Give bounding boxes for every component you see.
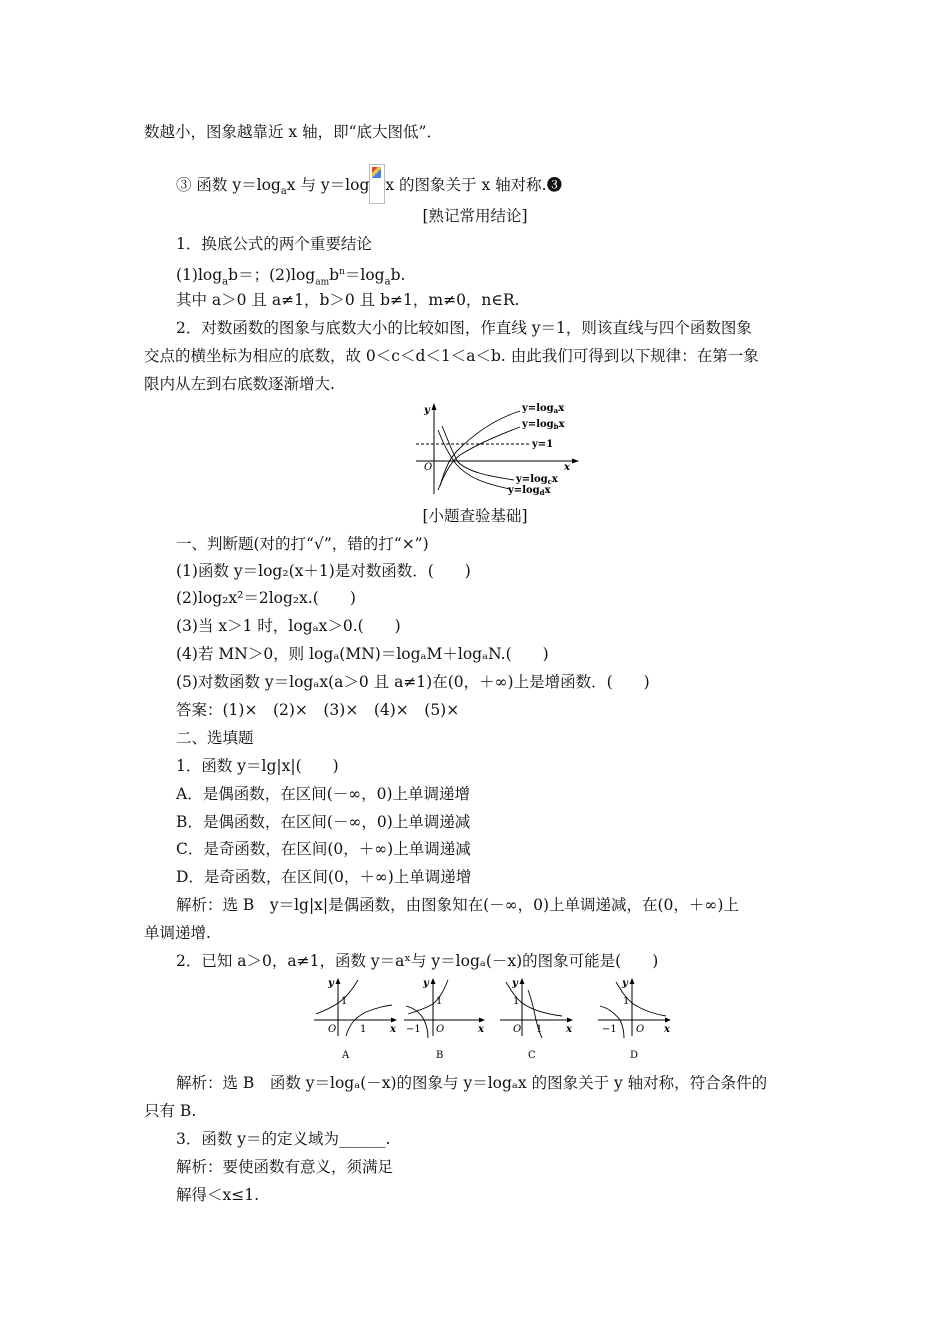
text-fragment: x 与 y＝log [286,176,370,194]
tick-label: 1 [436,996,443,1007]
graph-panel-d [598,978,671,1061]
line-label-y1: y=1 [532,439,554,450]
graph-panel-c [500,978,573,1061]
tick-label: 1 [360,1024,367,1035]
text-line: D．是奇函数，在区间(0，＋∞)上单调递增 [176,868,472,886]
section-heading: [小题查验基础] [422,507,528,525]
curve-label-c: $y=\log_cx$ [516,474,558,486]
tick-label: 1 [536,1024,543,1035]
tick-label: −1 [602,1024,617,1035]
curve-label-b: $y=\log_bx$ [522,419,565,431]
tick-label: −1 [406,1024,421,1035]
graph-panel-b [404,978,485,1061]
origin-label: O [328,1024,337,1035]
axis-label-x: x [564,462,570,473]
text-line: 一、判断题(对的打“√”，错的打“×”) [176,535,429,553]
text-line: 1．换底公式的两个重要结论 [176,235,372,253]
axis-label-x: x [478,1024,484,1035]
tick-label: 1 [623,996,630,1007]
superscript: n [339,267,345,277]
text-fragment: b＝；(2)log [228,266,316,285]
graph-panel-a [314,978,397,1061]
text-line: 二、选填题 [176,729,254,747]
subscript: a [384,276,391,288]
text-line: 答案：(1)× (2)× (3)× (4)× (5)× [176,701,460,719]
text-line: 其中 a＞0 且 a≠1，b＞0 且 b≠1，m≠0，n∈R. [176,291,520,309]
text-fragment: x 的图象关于 x 轴对称. [385,176,547,194]
curve-label-a: $y=\log_ax$ [522,403,565,415]
subscript: a [280,186,287,198]
text-line: 限内从左到右底数逐渐增大. [144,375,335,393]
axis-label-y: y [328,978,334,989]
text-line: 单调递增. [144,924,211,942]
panel-caption: A [342,1050,350,1061]
origin-label: O [513,1024,522,1035]
origin-label: O [636,1024,645,1035]
text-line: 2．已知 a＞0，a≠1，函数 y＝aˣ与 y＝logₐ(－x)的图象可能是( ) [176,952,659,970]
text-line: (4)若 MN＞0，则 logₐ(MN)＝logₐM＋logₐN.( ) [176,645,549,663]
text-fragment: (1)log [176,266,223,285]
axis-label-y: y [622,978,628,989]
axis-label-x: x [566,1024,572,1035]
text-fragment: ＝log [344,266,385,285]
text-line: (2)log₂x²＝2log₂x.( ) [176,589,356,607]
broken-image-icon [369,164,385,204]
log-base-comparison-figure [412,400,582,496]
text-line: 解得＜x≤1. [176,1186,260,1204]
text-line: (5)对数函数 y＝logₐx(a＞0 且 a≠1)在(0，＋∞)上是增函数．( ) [176,673,650,691]
text-line: 交点的横坐标为相应的底数，故 0＜c＜d＜1＜a＜b. 由此我们可得到以下规律：在第一象 [144,347,759,365]
text-line [176,164,562,204]
text-line: 解析：选 B y＝lg|x|是偶函数，由图象知在(－∞，0)上单调递减，在(0，＋∞)上 [176,896,739,914]
options-graphs-figure [310,976,680,1066]
footnote-marker: ❸ [546,176,563,194]
text-line: B．是偶函数，在区间(－∞，0)上单调递减 [176,813,471,831]
text-line: 数越小，图象越靠近 x 轴，即“底大图低”． [144,123,442,141]
tick-label: 1 [341,996,348,1007]
axis-label-y: y [424,405,430,416]
subscript: am [315,277,330,288]
curve-label-d: $y=\log_dx$ [508,485,551,496]
text-line: 解析：要使函数有意义，须满足 [176,1158,394,1176]
text-line: 2．对数函数的图象与底数大小的比较如图，作直线 y＝1，则该直线与四个函数图象 [176,319,752,337]
panel-caption: C [528,1050,536,1061]
axis-label-x: x [390,1024,396,1035]
text-line: (1)函数 y＝log₂(x＋1)是对数函数．( ) [176,562,471,580]
panel-caption: D [630,1050,639,1061]
text-line: 只有 B. [144,1102,197,1120]
origin-label: O [424,462,433,473]
axis-label-y: y [423,978,429,989]
subscript: a [222,276,229,288]
text-line: 3．函数 y＝的定义域为______. [176,1130,391,1148]
text-line: 解析：选 B 函数 y＝logₐ(－x)的图象与 y＝logₐx 的图象关于 y 轴对称，符合条件的 [176,1074,768,1092]
panel-caption: B [436,1050,444,1061]
origin-label: O [436,1024,445,1035]
axis-label-x: x [664,1024,670,1035]
tick-label: 1 [513,996,520,1007]
text-line: 1．函数 y＝lg|x|( ) [176,757,339,775]
section-heading: [熟记常用结论] [422,207,528,225]
text-fragment: ③ 函数 y＝log [176,176,281,194]
text-line: C．是奇函数，在区间(0，＋∞)上单调递减 [176,840,471,858]
text-fragment: b [329,266,340,285]
axis-label-y: y [512,978,518,989]
text-line: A．是偶函数，在区间(－∞，0)上单调递增 [176,785,471,803]
text-line: (3)当 x＞1 时，logₐx＞0.( ) [176,617,401,635]
text-fragment: b. [390,266,406,285]
